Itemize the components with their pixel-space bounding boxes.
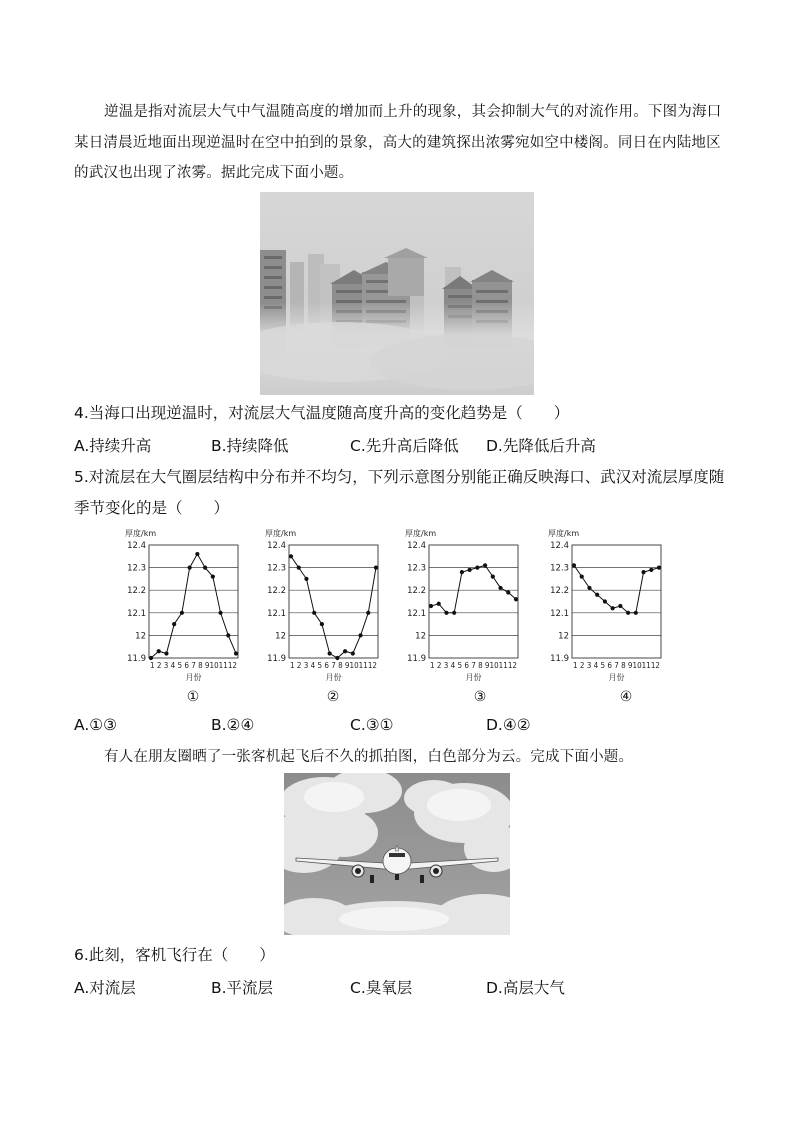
chart-point [335,656,339,660]
passage-inversion-text: 逆温是指对流层大气中气温随高度的增加而上升的现象，其会抑制大气的对流作用。下图为海口某日清晨近地面出现逆温时在空中拍到的景象，高大的建筑探出浓雾宛如空中楼阁。同日在内陆地区的武汉也出现了浓雾。据此完成下面小题。 [74,104,722,181]
chart-point [164,651,168,655]
chart-point [374,566,378,570]
chart-point [618,604,622,608]
chart-ytick-label: 11.9 [550,654,569,664]
chart-xlabel: 月份 [185,673,202,682]
chart-ylabel: 厚度/km [125,529,157,538]
chart-ytick-label: 12.3 [127,563,146,574]
chart-ytick-label: 12.2 [550,586,569,597]
chart-frame [149,545,238,658]
chart-ytick-label: 12.1 [550,608,569,619]
chart-point [234,651,238,655]
chart-ytick-label: 12.1 [267,608,286,619]
chart-point [366,611,370,615]
chart-point [475,566,479,570]
q6-option-c[interactable]: C.臭氧层 [350,979,413,997]
chart-point [351,651,355,655]
chart-xlabel: 月份 [325,673,342,682]
chart-3 [393,525,523,710]
question-4-stem: 4.当海口出现逆温时，对流层大气温度随高度升高的变化趋势是（ ） [74,404,570,422]
chart-point [572,563,576,567]
chart-ylabel: 厚度/km [548,529,580,538]
q4-option-c[interactable]: C.先升高后降低 [350,437,459,455]
chart-ytick-label: 11.9 [127,654,146,664]
chart-ytick-label: 11.9 [407,654,426,664]
chart-ytick-label: 12 [135,631,146,642]
chart-point [226,633,230,637]
chart-point [358,633,362,637]
chart-point [483,563,487,567]
chart-ytick-label: 12.3 [407,563,426,574]
chart-point [468,568,472,572]
chart-point [289,554,293,558]
chart-series-line [291,556,376,658]
chart-point [297,566,301,570]
chart-point [498,586,502,590]
chart-2 [253,525,383,710]
question-5-stem: 5.对流层在大气圈层结构中分布并不均匀，下列示意图分别能正确反映海口、武汉对流层厚度随季节变化的是（ ） [74,468,725,517]
chart-point [211,575,215,579]
chart-point [218,611,222,615]
chart-point [595,593,599,597]
chart-ylabel: 厚度/km [405,529,437,538]
chart-point [429,604,433,608]
chart-xtick-labels: 1 2 3 4 5 6 7 8 9101112 [573,661,660,670]
chart-ytick-label: 12 [558,631,569,642]
chart-point [514,597,518,601]
chart-ytick-label: 12.2 [127,586,146,597]
chart-point [312,611,316,615]
chart-ytick-label: 12.1 [407,608,426,619]
chart-xlabel: 月份 [465,673,482,682]
chart-series-line [151,554,236,658]
chart-xtick-labels: 1 2 3 4 5 6 7 8 9101112 [150,661,237,670]
passage-airplane [74,742,724,773]
airplane-clouds-photo [284,773,510,935]
chart-ytick-label: 11.9 [267,654,286,664]
chart-point [343,649,347,653]
chart-frame [572,545,661,658]
q5-option-b[interactable]: B.②④ [211,716,255,734]
chart-ytick-label: 12.4 [407,541,426,551]
chart-3-caption: ③ [473,689,487,705]
q5-option-d[interactable]: D.④② [486,716,531,734]
chart-ytick-label: 12.4 [550,541,569,551]
chart-point [580,575,584,579]
question-4-options [74,434,734,458]
chart-point [444,611,448,615]
chart-point [172,622,176,626]
chart-ytick-label: 12.3 [267,563,286,574]
chart-point [506,590,510,594]
q4-option-b[interactable]: B.持续降低 [211,437,289,455]
fog-buildings-photo [260,192,534,395]
chart-xlabel: 月份 [608,673,625,682]
chart-point [657,566,661,570]
chart-point [460,570,464,574]
chart-ytick-label: 12.1 [127,608,146,619]
chart-point [304,577,308,581]
chart-point [320,622,324,626]
chart-point [180,611,184,615]
chart-ytick-label: 12.3 [550,563,569,574]
chart-point [188,566,192,570]
passage-inversion [74,97,724,189]
chart-point [634,611,638,615]
chart-1 [113,525,243,710]
chart-point [611,606,615,610]
question-6-options [74,976,734,1000]
passage-airplane-text: 有人在朋友圈晒了一张客机起飞后不久的抓拍图，白色部分为云。完成下面小题。 [104,749,634,765]
chart-4-caption: ④ [619,689,633,705]
chart-point [203,566,207,570]
chart-2-caption: ② [326,689,340,705]
q6-option-b[interactable]: B.平流层 [211,979,274,997]
chart-ytick-label: 12.4 [127,541,146,551]
chart-ytick-label: 12.2 [407,586,426,597]
chart-series-line [431,565,516,612]
q5-option-a[interactable]: A.①③ [74,716,118,734]
chart-point [587,586,591,590]
chart-frame [429,545,518,658]
chart-point [452,611,456,615]
q4-option-a[interactable]: A.持续升高 [74,437,152,455]
chart-ytick-label: 12 [415,631,426,642]
chart-ytick-label: 12.2 [267,586,286,597]
q5-option-c[interactable]: C.③① [350,716,394,734]
q6-option-a[interactable]: A.对流层 [74,979,136,997]
chart-ylabel: 厚度/km [265,529,297,538]
q6-option-d[interactable]: D.高层大气 [486,979,565,997]
chart-point [641,570,645,574]
chart-point [149,656,153,660]
chart-point [603,599,607,603]
q4-option-d[interactable]: D.先降低后升高 [486,437,596,455]
chart-point [328,651,332,655]
chart-point [491,575,495,579]
chart-point [626,611,630,615]
question-5-options [74,716,734,740]
chart-ytick-label: 12.4 [267,541,286,551]
chart-point [157,649,161,653]
chart-series-line [574,565,659,612]
chart-1-caption: ① [186,689,200,705]
chart-point [437,602,441,606]
chart-4 [536,525,666,710]
chart-xtick-labels: 1 2 3 4 5 6 7 8 9101112 [290,661,377,670]
chart-point [195,552,199,556]
question-6-stem: 6.此刻，客机飞行在（ ） [74,946,275,964]
chart-ytick-label: 12 [275,631,286,642]
chart-xtick-labels: 1 2 3 4 5 6 7 8 9101112 [430,661,517,670]
chart-point [649,568,653,572]
chart-frame [289,545,378,658]
